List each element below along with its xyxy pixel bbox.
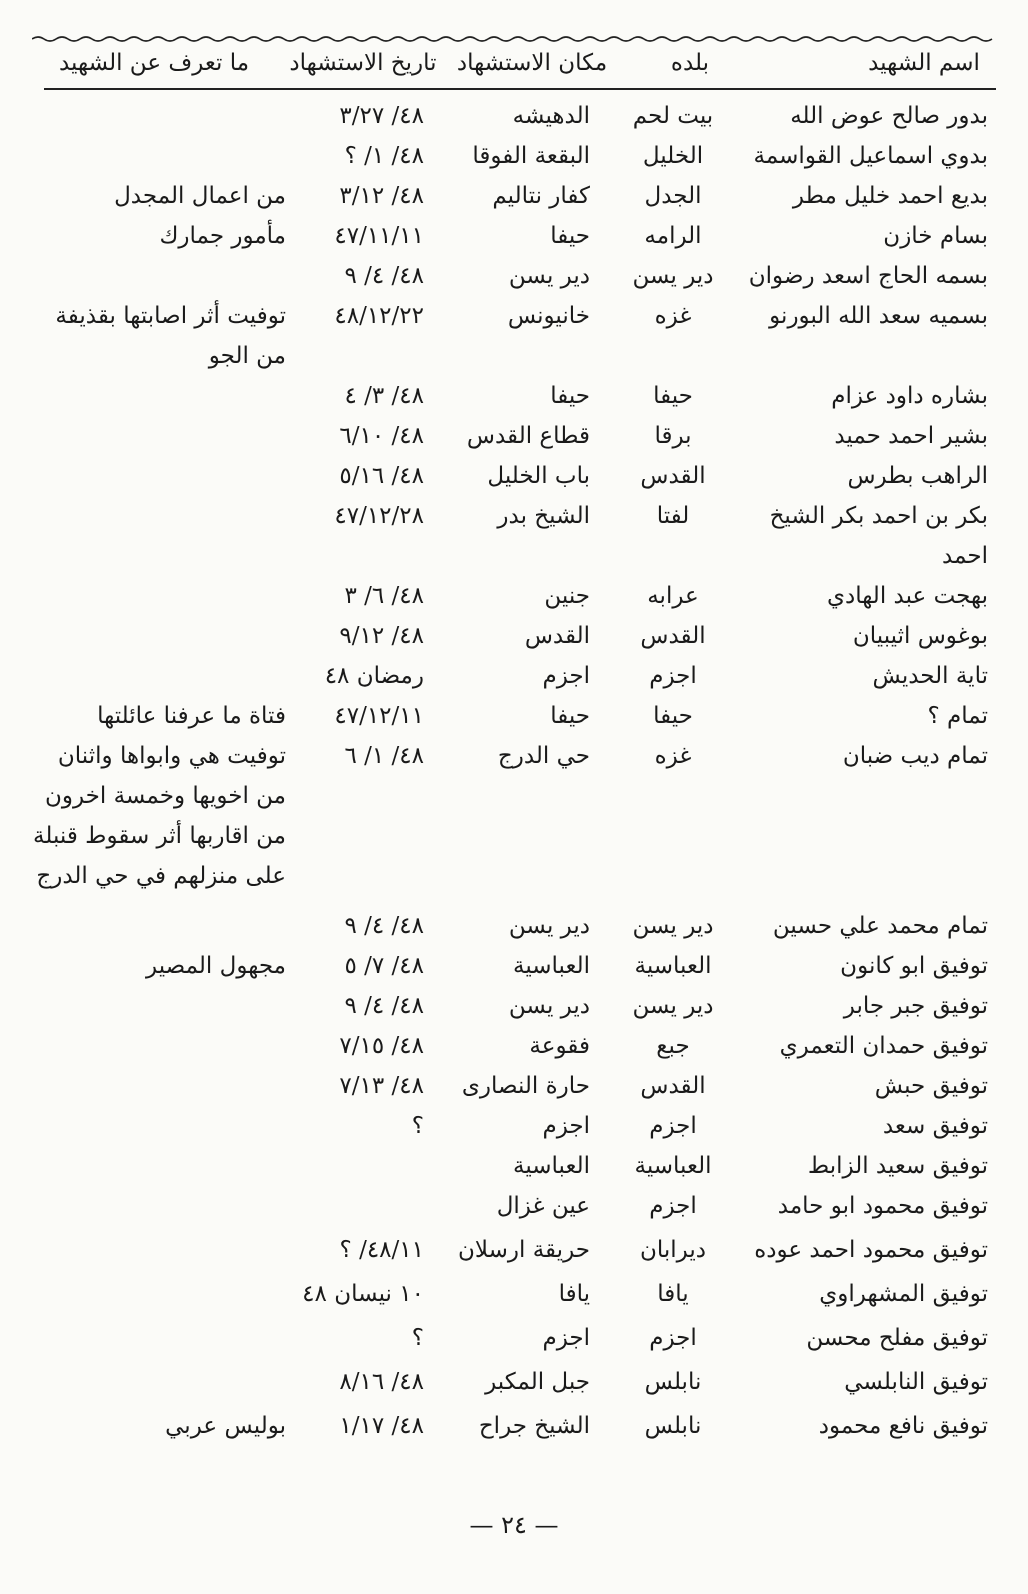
martyr-name: تمام ؟ — [927, 703, 988, 729]
martyr-town: العباسية — [634, 953, 712, 979]
martyr-name: بوغوس اثيبيان — [852, 623, 988, 649]
martyr-town: اجزم — [649, 1325, 697, 1351]
martyr-name: بدور صالح عوض الله — [790, 103, 988, 129]
martyr-name: بدوي اسماعيل القواسمة — [753, 143, 988, 169]
table-row — [0, 416, 1028, 456]
martyr-place: دير يسن — [508, 263, 590, 289]
martyr-place: الشيخ جراح — [478, 1413, 590, 1439]
martyr-town: عرابه — [647, 583, 699, 609]
martyr-date: ٤٧/١٢/١١ — [334, 703, 424, 729]
martyr-place: فقوعة — [529, 1033, 590, 1059]
martyr-place: حيفا — [550, 703, 590, 729]
martyr-name: بشير احمد حميد — [834, 423, 988, 449]
martyr-town: اجزم — [649, 663, 697, 689]
header-place: مكان الاستشهاد — [456, 50, 608, 76]
martyr-name: بشاره داود عزام — [831, 383, 988, 409]
martyr-town: لفتا — [656, 503, 690, 529]
table-row — [0, 296, 1028, 376]
martyr-town: الخليل — [642, 143, 704, 169]
martyr-name: بسميه سعد الله البورنو — [769, 303, 988, 329]
martyr-name: توفيق محمود ابو حامد — [777, 1193, 988, 1219]
martyr-name: الراهب بطرس — [847, 463, 988, 489]
martyr-place: قطاع القدس — [466, 423, 590, 449]
martyr-date: ٤٨/١١/ ؟ — [339, 1237, 424, 1263]
martyr-place: حيفا — [550, 383, 590, 409]
martyr-date: ٤٨/ ٦/١٠ — [339, 423, 424, 449]
martyr-date: ٤٨/ ٦/ ٣ — [344, 583, 424, 609]
martyr-town: الجدل — [644, 183, 702, 209]
martyr-town: اجزم — [649, 1193, 697, 1219]
martyr-place: حارة النصارى — [461, 1073, 590, 1099]
martyr-town: العباسية — [634, 1153, 712, 1179]
table-row — [0, 986, 1028, 1026]
table-row — [0, 1406, 1028, 1450]
martyr-town: غزه — [654, 743, 692, 769]
martyr-place: دير يسن — [508, 993, 590, 1019]
martyr-date: ٤٨/ ٩/١٢ — [339, 623, 424, 649]
martyr-place: دير يسن — [508, 913, 590, 939]
martyr-name: توفيق سعيد الزابط — [807, 1153, 988, 1179]
martyr-place: اجزم — [542, 1325, 590, 1351]
martyr-date: ٤٨/١٢/٢٢ — [334, 303, 424, 329]
martyr-town: اجزم — [649, 1113, 697, 1139]
martyr-name: توفيق محمود احمد عوده — [754, 1237, 988, 1263]
table-header — [40, 46, 1000, 86]
martyr-date: ؟ — [411, 1325, 424, 1351]
martyr-town: دير يسن — [632, 913, 714, 939]
table-row — [0, 1106, 1028, 1146]
page-number: — ٢٤ — — [469, 1511, 559, 1539]
martyr-name: بديع احمد خليل مطر — [792, 183, 988, 209]
martyr-name: توفيق نافع محمود — [818, 1413, 988, 1439]
table-row — [0, 1362, 1028, 1406]
table-row — [0, 1318, 1028, 1362]
martyr-date: ٤٨/ ٤/ ٩ — [344, 263, 424, 289]
header-date: تاريخ الاستشهاد — [289, 50, 437, 76]
martyr-date: ؟ — [411, 1113, 424, 1139]
martyr-name: توفيق سعد — [882, 1113, 988, 1139]
table-row — [0, 216, 1028, 256]
table-row — [0, 906, 1028, 946]
table-row — [0, 176, 1028, 216]
martyr-town: برقا — [654, 423, 692, 449]
table-row — [0, 1274, 1028, 1318]
martyr-date: ٤٨/ ٧/١٣ — [339, 1073, 424, 1099]
martyr-notes: توفيت أثر اصابتها بقذيفة من الجو — [55, 303, 286, 369]
header-rule — [44, 88, 996, 90]
table-row — [0, 1146, 1028, 1186]
martyr-name: توفيق حمدان التعمري — [779, 1033, 988, 1059]
table-row — [0, 1186, 1028, 1230]
martyr-date: ٤٧/١٢/٢٨ — [334, 503, 424, 529]
martyr-name: توفيق جبر جابر — [843, 993, 988, 1019]
martyr-place: اجزم — [542, 663, 590, 689]
martyr-name: توفيق حبش — [874, 1073, 988, 1099]
martyr-place: جبل المكبر — [485, 1369, 590, 1395]
martyr-notes: مأمور جمارك — [159, 223, 286, 249]
martyr-notes: مجهول المصير — [146, 953, 286, 979]
martyr-town: ديرابان — [639, 1237, 707, 1263]
martyr-date: ٤٨/ ٨/١٦ — [339, 1369, 424, 1395]
table-row — [0, 376, 1028, 416]
martyr-date: ٤٨/ ٣/١٢ — [339, 183, 424, 209]
martyr-notes: فتاة ما عرفنا عائلتها — [97, 703, 286, 729]
martyr-name: بسمه الحاج اسعد رضوان — [748, 263, 988, 289]
table-row — [0, 96, 1028, 136]
martyr-town: القدس — [640, 463, 706, 489]
martyr-town: بيت لحم — [632, 103, 714, 129]
martyrs-table — [0, 96, 1028, 1450]
martyr-place: اجزم — [542, 1113, 590, 1139]
martyr-date: ٤٨/ ١/ ٦ — [344, 743, 424, 769]
table-row — [0, 1026, 1028, 1066]
martyr-place: جنين — [544, 583, 590, 609]
table-row — [0, 1230, 1028, 1274]
martyr-date: ٤٨/ ٣/٢٧ — [339, 103, 424, 129]
header-name: اسم الشهيد — [868, 50, 980, 76]
martyr-town: دير يسن — [632, 263, 714, 289]
martyr-town: دير يسن — [632, 993, 714, 1019]
martyr-town: حيفا — [653, 703, 693, 729]
martyr-notes: من اعمال المجدل — [114, 183, 286, 209]
martyr-date: ٤٨/ ١/ ؟ — [344, 143, 424, 169]
table-row — [0, 576, 1028, 616]
martyr-date: ٤٨/ ١/١٧ — [339, 1413, 424, 1439]
martyr-name: تمام ديب ضبان — [842, 743, 988, 769]
martyr-date: ٤٨/ ٤/ ٩ — [344, 913, 424, 939]
martyr-date: ١٠ نيسان ٤٨ — [302, 1281, 424, 1307]
table-row — [0, 496, 1028, 576]
martyr-name: توفيق ابو كانون — [840, 953, 988, 979]
header-notes: ما تعرف عن الشهيد — [58, 50, 250, 76]
table-row — [0, 136, 1028, 176]
table-row — [0, 616, 1028, 656]
table-row — [0, 1066, 1028, 1106]
martyr-town: الرامه — [644, 223, 702, 249]
martyr-date: ٤٨/ ٣/ ٤ — [344, 383, 424, 409]
martyr-town: القدس — [640, 1073, 706, 1099]
martyr-name: بسام خازن — [883, 223, 988, 249]
header-town: بلده — [670, 50, 710, 76]
martyr-town: يافا — [657, 1281, 689, 1307]
martyr-date: ٤٨/ ٥/١٦ — [339, 463, 424, 489]
table-row — [0, 696, 1028, 736]
martyr-name: توفيق النابلسي — [844, 1369, 988, 1395]
martyr-place: باب الخليل — [487, 463, 590, 489]
martyr-date: ٤٨/ ٤/ ٩ — [344, 993, 424, 1019]
martyr-name: تمام محمد علي حسين — [772, 913, 988, 939]
martyr-date: رمضان ٤٨ — [324, 663, 424, 689]
table-row — [0, 946, 1028, 986]
martyr-town: غزه — [654, 303, 692, 329]
martyr-place: حيفا — [550, 223, 590, 249]
martyr-town: حيفا — [653, 383, 693, 409]
martyr-date: ٤٨/ ٧/١٥ — [339, 1033, 424, 1059]
martyr-town: القدس — [640, 623, 706, 649]
martyr-name: تاية الحديش — [872, 663, 988, 689]
martyr-place: العباسية — [513, 1153, 590, 1179]
martyr-place: حي الدرج — [497, 743, 590, 769]
table-row — [0, 656, 1028, 696]
table-row — [0, 736, 1028, 906]
table-row — [0, 256, 1028, 296]
martyr-place: خانيونس — [507, 303, 590, 329]
martyr-name: بكر بن احمد بكر الشيخ احمد — [769, 503, 988, 569]
martyr-place: كفار نتاليم — [492, 183, 590, 209]
martyr-place: حريقة ارسلان — [458, 1237, 590, 1263]
table-row — [0, 456, 1028, 496]
martyr-place: الدهيشه — [512, 103, 590, 129]
martyr-town: نابلس — [644, 1369, 702, 1395]
martyr-date: ٤٧/١١/١١ — [334, 223, 424, 249]
martyr-place: القدس — [524, 623, 590, 649]
martyr-notes: بوليس عربي — [165, 1413, 286, 1439]
martyr-notes: توفيت هي وابواها واثنان من اخويها وخمسة اخرون من اقاربها أثر سقوط قنبلة على منزلهم في حي الدرج — [33, 743, 286, 889]
martyr-town: نابلس — [644, 1413, 702, 1439]
martyr-name: توفيق المشهراوي — [819, 1281, 988, 1307]
martyr-name: توفيق مفلح محسن — [806, 1325, 988, 1351]
martyr-name: بهجت عبد الهادي — [826, 583, 988, 609]
martyr-town: جبع — [656, 1033, 690, 1059]
martyr-place: عين غزال — [496, 1193, 590, 1219]
martyr-place: يافا — [558, 1281, 590, 1307]
martyr-place: الشيخ بدر — [497, 503, 590, 529]
martyr-place: البقعة الفوقا — [472, 143, 590, 169]
top-decorative-rule — [32, 34, 998, 44]
martyr-place: العباسية — [513, 953, 590, 979]
martyr-date: ٤٨/ ٧/ ٥ — [344, 953, 424, 979]
